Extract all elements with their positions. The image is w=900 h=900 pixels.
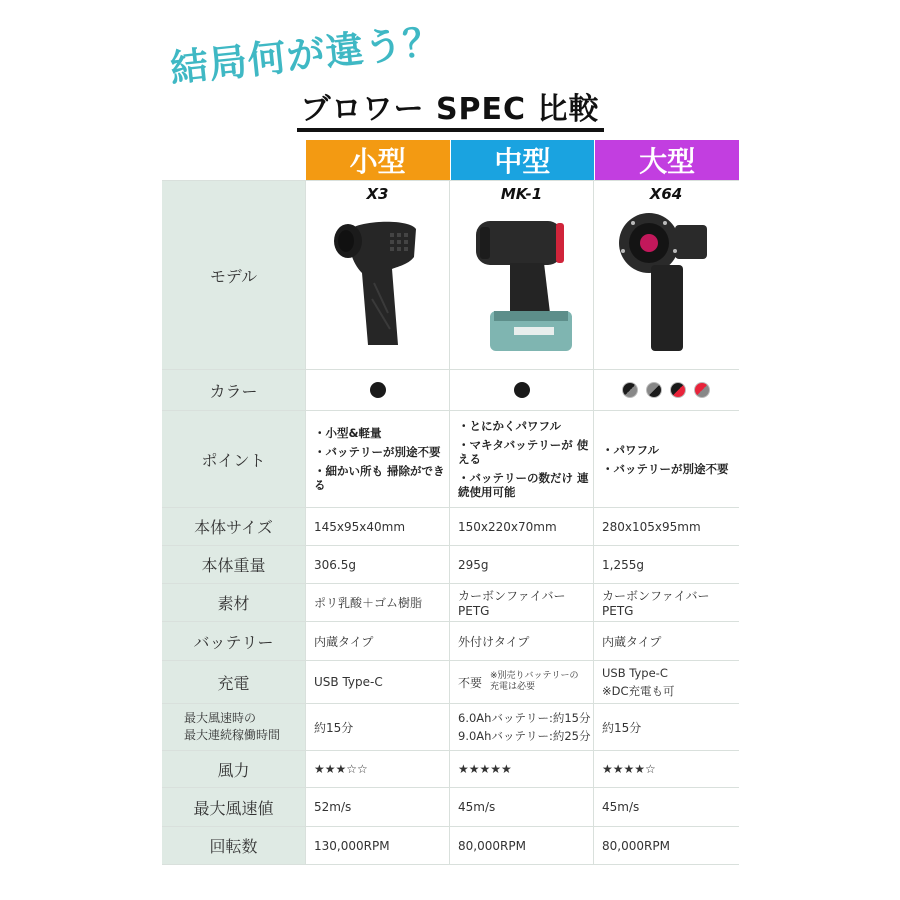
battery-x3: 内蔵タイプ: [306, 622, 450, 660]
row-label: 充電: [162, 661, 306, 703]
row-runtime: [162, 704, 739, 751]
charge-mk1: 不要 ※別売りバッテリーの 充電は必要: [450, 661, 594, 703]
battery-x64: 内蔵タイプ: [602, 634, 662, 649]
size-x64: 280x105x95mm: [602, 519, 701, 534]
weight-x3: 306.5g: [306, 546, 450, 583]
runtime-x3: 約15分: [306, 704, 450, 750]
spec-comparison-table: [162, 140, 739, 865]
points-x3: [306, 411, 450, 507]
row-label: バッテリー: [162, 622, 306, 660]
row-battery: [162, 622, 739, 661]
material-x64: カーボンファイバーPETG: [602, 589, 710, 618]
page-title: ブロワー SPEC 比較: [0, 84, 900, 128]
color-x3: [306, 370, 450, 410]
row-label: 本体重量: [162, 546, 306, 583]
color-swatch: [514, 382, 530, 398]
points-x64: [594, 411, 738, 507]
rpm-x64: 80,000RPM: [602, 838, 670, 853]
battery-mk1: 外付けタイプ: [450, 622, 594, 660]
color-swatch: [670, 382, 686, 398]
point-item: ・バッテリーの数だけ 連続使用可能: [458, 471, 589, 499]
row-label: 最大風速時の 最大連続稼働時間: [162, 704, 306, 750]
row-label: 本体サイズ: [162, 508, 306, 545]
row-color: [162, 370, 739, 411]
color-swatch: [694, 382, 710, 398]
material-mk1: カーボンファイバーPETG: [450, 584, 594, 621]
speed-x64: 45m/s: [602, 800, 640, 814]
category-medium: 中型: [450, 140, 595, 180]
row-label: 最大風速値: [162, 788, 306, 826]
runtime-x64: 約15分: [602, 720, 642, 735]
point-item: ・マキタバッテリーが 使える: [458, 438, 589, 466]
size-x3: 145x95x40mm: [306, 508, 450, 545]
rpm-mk1: 80,000RPM: [450, 827, 594, 864]
size-mk1: 150x220x70mm: [450, 508, 594, 545]
speed-x3: 52m/s: [306, 788, 450, 826]
color-swatch: [646, 382, 662, 398]
row-label: 素材: [162, 584, 306, 621]
weight-x64: 1,255g: [602, 557, 644, 572]
row-points: [162, 411, 739, 508]
category-large: 大型: [594, 140, 739, 180]
weight-mk1: 295g: [450, 546, 594, 583]
row-label: カラー: [162, 370, 306, 410]
row-label: ポイント: [162, 411, 306, 507]
point-item: ・バッテリーが別途不要: [602, 461, 729, 476]
point-item: ・小型&軽量: [314, 426, 382, 440]
color-swatch: [370, 382, 386, 398]
row-speed: [162, 788, 739, 827]
power-x64: ★★★★☆: [602, 762, 656, 776]
category-header: [162, 140, 739, 180]
points-mk1: [450, 411, 594, 507]
row-power: [162, 751, 739, 788]
model-mk1: MK-1: [450, 181, 594, 369]
x64-blower-image: [611, 203, 721, 353]
row-charge: [162, 661, 739, 704]
row-weight: [162, 546, 739, 584]
rpm-x3: 130,000RPM: [306, 827, 450, 864]
mk1-blower-image: [460, 203, 584, 353]
headline: 結局何が違う？: [168, 18, 445, 91]
color-x64: [594, 370, 738, 410]
power-x3: ★★★☆☆: [306, 751, 450, 787]
row-size: [162, 508, 739, 546]
row-label: 風力: [162, 751, 306, 787]
color-swatch: [622, 382, 638, 398]
row-rpm: [162, 827, 739, 865]
point-item: ・とにかくパワフル: [458, 419, 562, 433]
row-label: 回転数: [162, 827, 306, 864]
row-label: モデル: [162, 181, 306, 369]
category-small: 小型: [306, 140, 450, 180]
point-item: ・バッテリーが別途不要: [314, 445, 441, 459]
runtime-mk1: 6.0Ahバッテリー:約15分 9.0Ahバッテリー:約25分: [450, 704, 594, 750]
point-item: ・パワフル: [602, 442, 660, 457]
row-material: [162, 584, 739, 622]
charge-x64: USB Type-C ※DC充電も可: [602, 666, 675, 698]
charge-x3: USB Type-C: [306, 661, 450, 703]
model-x3: X3: [306, 181, 450, 369]
model-x64: X64: [594, 181, 738, 369]
speed-mk1: 45m/s: [450, 788, 594, 826]
row-model: [162, 181, 739, 370]
point-item: ・細かい所も 掃除ができる: [314, 464, 445, 492]
x3-blower-image: [318, 203, 438, 353]
power-mk1: ★★★★★: [450, 751, 594, 787]
color-mk1: [450, 370, 594, 410]
material-x3: ポリ乳酸＋ゴム樹脂: [306, 584, 450, 621]
